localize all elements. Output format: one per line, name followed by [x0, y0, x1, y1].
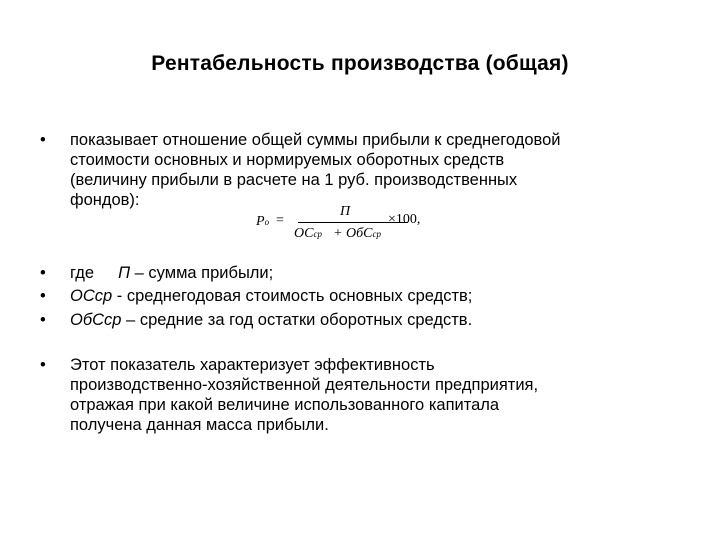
bullet-marker: • [40, 311, 46, 329]
bullet-marker: • [40, 131, 46, 149]
bullet-line: получена данная масса прибыли. [70, 416, 329, 434]
bullet-marker: • [40, 287, 46, 305]
formula-equals: = [276, 213, 284, 228]
bullet-prefix: где [70, 264, 95, 282]
term-definition: – сумма прибыли; [130, 264, 274, 282]
term-definition: - среднегодовая стоимость основных средств; [112, 287, 473, 305]
bullet-text [70, 355, 690, 435]
bullet-line: (величину прибыли в расчете на 1 руб. производственных [70, 171, 518, 189]
bullet-line: показывает отношение общей суммы прибыли к среднегодовой [70, 131, 561, 149]
slide-title: Рентабельность производства (общая) [151, 52, 569, 75]
term: ОбСср [70, 311, 122, 329]
bullet-line: производственно-хозяйственной деятельности предприятия, [70, 376, 539, 394]
formula-lhs: Pо [256, 214, 270, 229]
term-definition: – средние за год остатки оборотных средств. [121, 311, 473, 329]
term: П [118, 264, 131, 282]
formula-numerator: П [340, 204, 351, 219]
bullet-line: Этот показатель характеризует эффективность [70, 356, 435, 374]
bullet-line: стоимости основных и нормируемых оборотных средств [70, 151, 505, 169]
formula-denominator-obs: ОбСср [346, 226, 381, 241]
bullet-text [70, 130, 690, 210]
bullet-marker: • [40, 264, 46, 282]
bullet-line: фондов): [70, 191, 140, 209]
profitability-formula [256, 200, 456, 252]
bullet-text [70, 310, 690, 330]
formula-multiplier: ×100, [388, 212, 421, 227]
formula-plus: + [334, 226, 342, 241]
bullet-marker: • [40, 356, 46, 374]
bullet-text [70, 286, 690, 306]
bullet-line: отражая при какой величине использованного капитала [70, 396, 500, 414]
bullet-text [70, 263, 690, 283]
term: ОСср [70, 287, 113, 305]
formula-denominator-os: ОСср [294, 226, 322, 241]
